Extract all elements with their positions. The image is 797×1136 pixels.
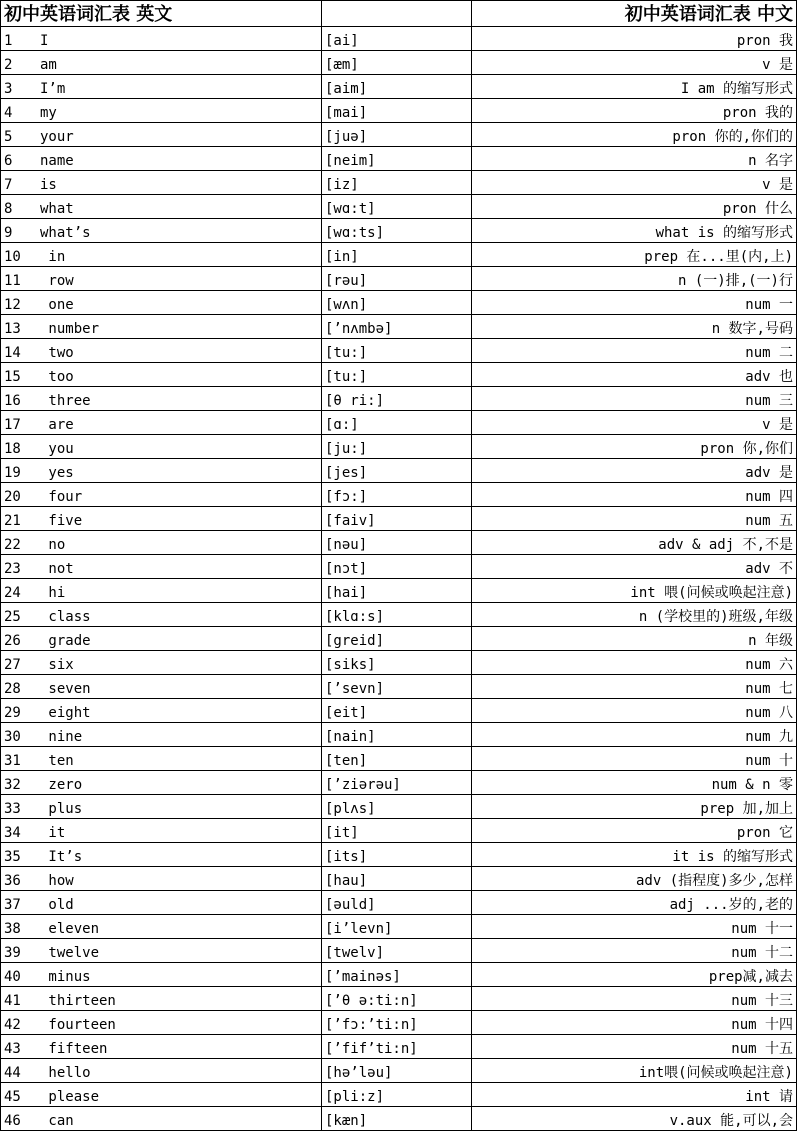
word-cell[interactable]: [1, 795, 322, 819]
chinese-meaning-cell[interactable]: num 十一: [472, 915, 797, 939]
word-cell[interactable]: [1, 963, 322, 987]
chinese-meaning-cell[interactable]: what is 的缩写形式: [472, 219, 797, 243]
phonetic-cell[interactable]: [kæn]: [322, 1107, 472, 1131]
phonetic-cell[interactable]: [əuld]: [322, 891, 472, 915]
chinese-meaning-cell[interactable]: it is 的缩写形式: [472, 843, 797, 867]
phonetic-cell[interactable]: [iz]: [322, 171, 472, 195]
table-row: [1, 75, 797, 99]
row-number: 30: [4, 729, 21, 745]
english-word: can: [40, 1113, 74, 1129]
chinese-meaning-cell[interactable]: num 六: [472, 651, 797, 675]
row-number: 11: [4, 273, 21, 289]
chinese-meaning-cell[interactable]: n 年级: [472, 627, 797, 651]
chinese-meaning-cell[interactable]: n (一)排,(一)行: [472, 267, 797, 291]
word-cell[interactable]: [1, 315, 322, 339]
english-word: too: [40, 369, 74, 385]
table-row: [1, 27, 797, 51]
chinese-meaning-cell[interactable]: adj ...岁的,老的: [472, 891, 797, 915]
phonetic-cell[interactable]: [wʌn]: [322, 291, 472, 315]
phonetic-cell[interactable]: [greid]: [322, 627, 472, 651]
phonetic-cell[interactable]: [’sevn]: [322, 675, 472, 699]
english-word: am: [40, 57, 57, 73]
english-word: six: [40, 657, 74, 673]
word-cell[interactable]: [1, 987, 322, 1011]
row-number: 25: [4, 609, 21, 625]
table-row: [1, 1011, 797, 1035]
word-cell[interactable]: [1, 459, 322, 483]
english-word: I: [40, 33, 49, 49]
row-number: 36: [4, 873, 21, 889]
row-number: 46: [4, 1113, 21, 1129]
phonetic-cell[interactable]: [θ ri:]: [322, 387, 472, 411]
row-number: 4: [4, 105, 13, 121]
chinese-meaning-cell[interactable]: num 三: [472, 387, 797, 411]
phonetic-cell[interactable]: [siks]: [322, 651, 472, 675]
english-word: eight: [40, 705, 91, 721]
row-number: 13: [4, 321, 21, 337]
chinese-meaning-cell[interactable]: pron 我的: [472, 99, 797, 123]
english-word: fifteen: [40, 1041, 108, 1057]
row-number: 5: [4, 129, 13, 145]
chinese-meaning-cell[interactable]: prep 在...里(内,上): [472, 243, 797, 267]
row-number: 35: [4, 849, 21, 865]
phonetic-cell[interactable]: [tu:]: [322, 363, 472, 387]
row-number: 42: [4, 1017, 21, 1033]
table-row: [1, 363, 797, 387]
row-number: 41: [4, 993, 21, 1009]
word-cell[interactable]: [1, 507, 322, 531]
table-row: [1, 843, 797, 867]
row-number: 27: [4, 657, 21, 673]
table-row: [1, 891, 797, 915]
english-word: is: [40, 177, 57, 193]
row-number: 8: [4, 201, 13, 217]
english-word: twelve: [40, 945, 100, 961]
word-cell[interactable]: [1, 699, 322, 723]
table-row: [1, 939, 797, 963]
word-cell[interactable]: [1, 603, 322, 627]
row-number: 33: [4, 801, 21, 817]
phonetic-cell[interactable]: [’θ ə:ti:n]: [322, 987, 472, 1011]
phonetic-cell[interactable]: [hə’ləu]: [322, 1059, 472, 1083]
row-number: 40: [4, 969, 21, 985]
phonetic-cell[interactable]: [ɑ:]: [322, 411, 472, 435]
table-row: [1, 531, 797, 555]
phonetic-cell[interactable]: [ten]: [322, 747, 472, 771]
row-number: 15: [4, 369, 21, 385]
table-row: [1, 867, 797, 891]
row-number: 22: [4, 537, 21, 553]
chinese-meaning-cell[interactable]: num 七: [472, 675, 797, 699]
table-row: [1, 723, 797, 747]
phonetic-cell[interactable]: [’nʌmbə]: [322, 315, 472, 339]
english-word: seven: [40, 681, 91, 697]
english-word: two: [40, 345, 74, 361]
english-word: I’m: [40, 81, 66, 97]
row-number: 38: [4, 921, 21, 937]
english-word: fourteen: [40, 1017, 116, 1033]
chinese-meaning-cell[interactable]: num 一: [472, 291, 797, 315]
phonetic-cell[interactable]: [its]: [322, 843, 472, 867]
english-word: my: [40, 105, 57, 121]
row-number: 26: [4, 633, 21, 649]
row-number: 16: [4, 393, 21, 409]
phonetic-cell[interactable]: [ju:]: [322, 435, 472, 459]
row-number: 6: [4, 153, 13, 169]
table-row: [1, 147, 797, 171]
table-row: [1, 315, 797, 339]
chinese-meaning-cell[interactable]: I am 的缩写形式: [472, 75, 797, 99]
chinese-meaning-cell[interactable]: num 九: [472, 723, 797, 747]
english-word: class: [40, 609, 91, 625]
chinese-meaning-cell[interactable]: pron 它: [472, 819, 797, 843]
english-word: nine: [40, 729, 83, 745]
chinese-meaning-cell[interactable]: num 十二: [472, 939, 797, 963]
table-row: [1, 627, 797, 651]
table-row: [1, 219, 797, 243]
chinese-meaning-cell[interactable]: int 喂(问候或唤起注意): [472, 579, 797, 603]
english-word: your: [40, 129, 74, 145]
word-cell[interactable]: [1, 387, 322, 411]
phonetic-cell[interactable]: [nəu]: [322, 531, 472, 555]
table-row: [1, 699, 797, 723]
row-number: 43: [4, 1041, 21, 1057]
phonetic-cell[interactable]: [ai]: [322, 27, 472, 51]
chinese-meaning-cell[interactable]: num 二: [472, 339, 797, 363]
row-number: 37: [4, 897, 21, 913]
table-row: [1, 603, 797, 627]
phonetic-cell[interactable]: [’mainəs]: [322, 963, 472, 987]
chinese-meaning-cell[interactable]: prep减,减去: [472, 963, 797, 987]
table-row: [1, 747, 797, 771]
row-number: 32: [4, 777, 21, 793]
row-number: 44: [4, 1065, 21, 1081]
phonetic-cell[interactable]: [aim]: [322, 75, 472, 99]
word-cell[interactable]: [1, 843, 322, 867]
phonetic-cell[interactable]: [eit]: [322, 699, 472, 723]
english-word: row: [40, 273, 74, 289]
chinese-meaning-cell[interactable]: v 是: [472, 51, 797, 75]
word-cell[interactable]: [1, 579, 322, 603]
word-cell[interactable]: [1, 891, 322, 915]
word-cell[interactable]: [1, 171, 322, 195]
word-cell[interactable]: [1, 723, 322, 747]
table-row: [1, 651, 797, 675]
row-number: 24: [4, 585, 21, 601]
chinese-meaning-cell[interactable]: int喂(问候或唤起注意): [472, 1059, 797, 1083]
word-cell[interactable]: [1, 363, 322, 387]
word-cell[interactable]: [1, 627, 322, 651]
row-number: 7: [4, 177, 13, 193]
header-chinese-cell[interactable]: 初中英语词汇表 中文: [472, 1, 797, 27]
word-cell[interactable]: [1, 267, 322, 291]
word-cell[interactable]: [1, 291, 322, 315]
phonetic-cell[interactable]: [nain]: [322, 723, 472, 747]
row-number: 34: [4, 825, 21, 841]
english-word: yes: [40, 465, 74, 481]
row-number: 19: [4, 465, 21, 481]
phonetic-cell[interactable]: [hai]: [322, 579, 472, 603]
table-row: [1, 291, 797, 315]
row-number: 31: [4, 753, 21, 769]
word-cell[interactable]: [1, 27, 322, 51]
phonetic-cell[interactable]: [twelv]: [322, 939, 472, 963]
english-word: not: [40, 561, 74, 577]
phonetic-cell[interactable]: [hau]: [322, 867, 472, 891]
row-number: 28: [4, 681, 21, 697]
chinese-meaning-cell[interactable]: adv 是: [472, 459, 797, 483]
table-row: [1, 195, 797, 219]
english-word: zero: [40, 777, 83, 793]
table-row: [1, 339, 797, 363]
chinese-meaning-cell[interactable]: num 五: [472, 507, 797, 531]
word-cell[interactable]: [1, 651, 322, 675]
row-number: 9: [4, 225, 13, 241]
table-row: [1, 507, 797, 531]
table-row: [1, 1083, 797, 1107]
english-word: hello: [40, 1065, 91, 1081]
table-row: [1, 1059, 797, 1083]
chinese-meaning-cell[interactable]: num 十: [472, 747, 797, 771]
chinese-meaning-cell[interactable]: v 是: [472, 411, 797, 435]
row-number: 3: [4, 81, 13, 97]
row-number: 14: [4, 345, 21, 361]
english-word: are: [40, 417, 74, 433]
chinese-meaning-cell[interactable]: num 十三: [472, 987, 797, 1011]
row-number: 45: [4, 1089, 21, 1105]
phonetic-cell[interactable]: [faiv]: [322, 507, 472, 531]
english-word: thirteen: [40, 993, 116, 1009]
table-row: [1, 675, 797, 699]
row-number: 1: [4, 33, 13, 49]
chinese-meaning-cell[interactable]: n (学校里的)班级,年级: [472, 603, 797, 627]
english-word: four: [40, 489, 83, 505]
table-row: [1, 459, 797, 483]
word-cell[interactable]: [1, 123, 322, 147]
phonetic-cell[interactable]: [’ziərəu]: [322, 771, 472, 795]
table-row: [1, 963, 797, 987]
english-word: you: [40, 441, 74, 457]
word-cell[interactable]: [1, 819, 322, 843]
row-number: 10: [4, 249, 21, 265]
word-cell[interactable]: [1, 915, 322, 939]
row-number: 21: [4, 513, 21, 529]
table-row: [1, 1107, 797, 1131]
word-cell[interactable]: [1, 531, 322, 555]
phonetic-cell[interactable]: [jes]: [322, 459, 472, 483]
phonetic-cell[interactable]: [mai]: [322, 99, 472, 123]
table-row: [1, 99, 797, 123]
word-cell[interactable]: [1, 147, 322, 171]
row-number: 20: [4, 489, 21, 505]
word-cell[interactable]: [1, 339, 322, 363]
table-row: [1, 171, 797, 195]
english-word: ten: [40, 753, 74, 769]
word-cell[interactable]: [1, 219, 322, 243]
table-row: [1, 987, 797, 1011]
phonetic-cell[interactable]: [klɑ:s]: [322, 603, 472, 627]
table-row: [1, 915, 797, 939]
chinese-meaning-cell[interactable]: pron 我: [472, 27, 797, 51]
chinese-meaning-cell[interactable]: adv & adj 不,不是: [472, 531, 797, 555]
word-cell[interactable]: [1, 747, 322, 771]
phonetic-cell[interactable]: [pli:z]: [322, 1083, 472, 1107]
english-word: it: [40, 825, 66, 841]
english-word: five: [40, 513, 83, 529]
chinese-meaning-cell[interactable]: pron 你的,你们的: [472, 123, 797, 147]
phonetic-cell[interactable]: [nɔt]: [322, 555, 472, 579]
table-row: [1, 795, 797, 819]
word-cell[interactable]: [1, 195, 322, 219]
phonetic-cell[interactable]: [fɔ:]: [322, 483, 472, 507]
word-cell[interactable]: [1, 99, 322, 123]
table-row: [1, 123, 797, 147]
phonetic-cell[interactable]: [i’levn]: [322, 915, 472, 939]
chinese-meaning-cell[interactable]: prep 加,加上: [472, 795, 797, 819]
word-cell[interactable]: [1, 867, 322, 891]
chinese-meaning-cell[interactable]: pron 你,你们: [472, 435, 797, 459]
english-word: name: [40, 153, 74, 169]
phonetic-cell[interactable]: [in]: [322, 243, 472, 267]
chinese-meaning-cell[interactable]: num 八: [472, 699, 797, 723]
chinese-meaning-cell[interactable]: n 名字: [472, 147, 797, 171]
row-number: 2: [4, 57, 13, 73]
row-number: 18: [4, 441, 21, 457]
english-word: grade: [40, 633, 91, 649]
english-word: old: [40, 897, 74, 913]
phonetic-cell[interactable]: [tu:]: [322, 339, 472, 363]
phonetic-cell[interactable]: [wɑ:ts]: [322, 219, 472, 243]
english-word: plus: [40, 801, 83, 817]
english-word: in: [40, 249, 66, 265]
row-number: 23: [4, 561, 21, 577]
word-cell[interactable]: [1, 483, 322, 507]
english-word: one: [40, 297, 74, 313]
english-word: what: [40, 201, 74, 217]
chinese-meaning-cell[interactable]: num 四: [472, 483, 797, 507]
chinese-meaning-cell[interactable]: int 请: [472, 1083, 797, 1107]
phonetic-cell[interactable]: [rəu]: [322, 267, 472, 291]
chinese-meaning-cell[interactable]: adv 不: [472, 555, 797, 579]
word-cell[interactable]: [1, 411, 322, 435]
english-word: minus: [40, 969, 91, 985]
row-number: 17: [4, 417, 21, 433]
row-number: 39: [4, 945, 21, 961]
chinese-meaning-cell[interactable]: adv (指程度)多少,怎样: [472, 867, 797, 891]
header-phonetic-cell[interactable]: [322, 1, 472, 27]
phonetic-cell[interactable]: [neim]: [322, 147, 472, 171]
chinese-meaning-cell[interactable]: v.aux 能,可以,会: [472, 1107, 797, 1131]
phonetic-cell[interactable]: [’fif’ti:n]: [322, 1035, 472, 1059]
vocabulary-table-body: [1, 1, 797, 1131]
word-cell[interactable]: [1, 939, 322, 963]
english-word: It’s: [40, 849, 83, 865]
table-row: [1, 411, 797, 435]
chinese-meaning-cell[interactable]: v 是: [472, 171, 797, 195]
chinese-meaning-cell[interactable]: n 数字,号码: [472, 315, 797, 339]
table-row: [1, 579, 797, 603]
phonetic-cell[interactable]: [plʌs]: [322, 795, 472, 819]
row-number: 29: [4, 705, 21, 721]
english-word: three: [40, 393, 91, 409]
phonetic-cell[interactable]: [wɑ:t]: [322, 195, 472, 219]
english-word: number: [40, 321, 100, 337]
word-cell[interactable]: [1, 1011, 322, 1035]
phonetic-cell[interactable]: [æm]: [322, 51, 472, 75]
english-word: no: [40, 537, 66, 553]
word-cell[interactable]: [1, 75, 322, 99]
chinese-meaning-cell[interactable]: num 十五: [472, 1035, 797, 1059]
word-cell[interactable]: [1, 243, 322, 267]
chinese-meaning-cell[interactable]: num & n 零: [472, 771, 797, 795]
english-word: how: [40, 873, 74, 889]
chinese-meaning-cell[interactable]: pron 什么: [472, 195, 797, 219]
word-cell[interactable]: [1, 771, 322, 795]
chinese-meaning-cell[interactable]: adv 也: [472, 363, 797, 387]
word-cell[interactable]: [1, 51, 322, 75]
table-row: [1, 267, 797, 291]
table-row: [1, 819, 797, 843]
word-cell[interactable]: [1, 1107, 322, 1131]
english-word: hi: [40, 585, 66, 601]
english-word: eleven: [40, 921, 100, 937]
table-row: [1, 51, 797, 75]
table-row: [1, 1035, 797, 1059]
table-row: [1, 243, 797, 267]
table-row: [1, 387, 797, 411]
chinese-meaning-cell[interactable]: num 十四: [472, 1011, 797, 1035]
word-cell[interactable]: [1, 1035, 322, 1059]
word-cell[interactable]: [1, 435, 322, 459]
word-cell[interactable]: [1, 1083, 322, 1107]
phonetic-cell[interactable]: [’fɔ:’ti:n]: [322, 1011, 472, 1035]
header-row: [1, 1, 797, 27]
table-row: [1, 435, 797, 459]
table-row: [1, 555, 797, 579]
phonetic-cell[interactable]: [juə]: [322, 123, 472, 147]
word-cell[interactable]: [1, 555, 322, 579]
header-english-cell[interactable]: 初中英语词汇表 英文: [1, 1, 322, 27]
word-cell[interactable]: [1, 1059, 322, 1083]
english-word: please: [40, 1089, 100, 1105]
english-word: what’s: [40, 225, 91, 241]
row-number: 12: [4, 297, 21, 313]
phonetic-cell[interactable]: [it]: [322, 819, 472, 843]
word-cell[interactable]: [1, 675, 322, 699]
table-row: [1, 483, 797, 507]
table-row: [1, 771, 797, 795]
